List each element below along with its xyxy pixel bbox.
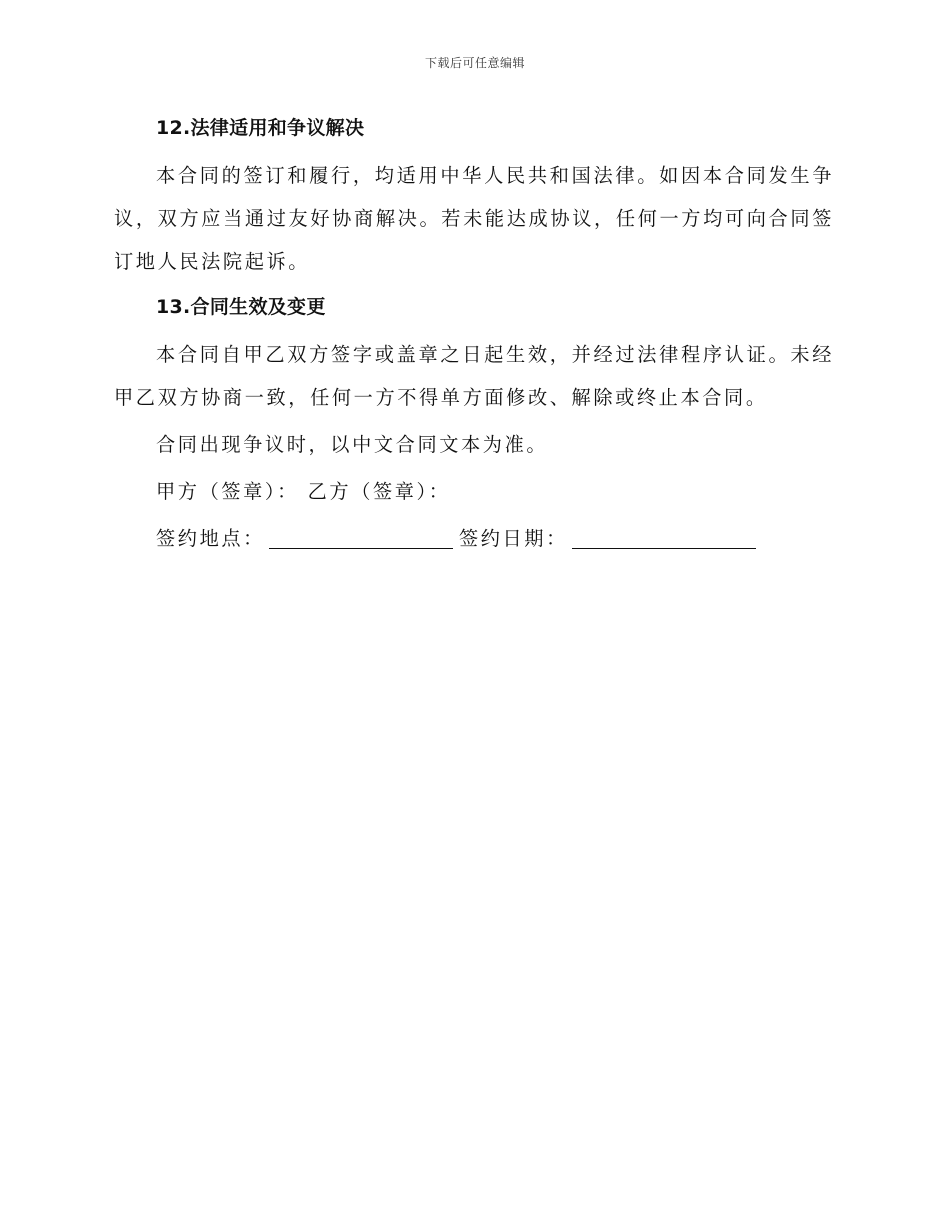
section-13-paragraph: 本合同自甲乙双方签字或盖章之日起生效，并经过法律程序认证。未经甲乙双方协商一致，任何一方不得单方面修改、解除或终止本合同。 [114,343,834,409]
section-13-heading: 13.合同生效及变更 [156,296,326,318]
place-blank-line[interactable] [269,528,453,549]
party-a-label: 甲方（签章）： [156,480,299,503]
date-label: 签约日期： [458,527,568,550]
section-12-paragraph: 本合同的签订和履行，均适用中华人民共和国法律。如因本合同发生争议，双方应当通过友好协商解决。若未能达成协议，任何一方均可向合同签订地人民法院起诉。 [114,164,834,273]
place-label: 签约地点： [156,527,265,550]
signature-place-date [156,517,834,560]
language-clause: 合同出现争议时，以中文合同文本为准。 [156,433,549,456]
signature-parties [156,470,834,513]
contract-body [114,108,834,564]
party-b-label: 乙方（签章）： [307,480,451,503]
page-header: 下载后可任意编辑 [424,56,525,70]
date-blank-line[interactable] [572,528,756,549]
section-12-heading: 12.法律适用和争议解决 [156,117,365,139]
